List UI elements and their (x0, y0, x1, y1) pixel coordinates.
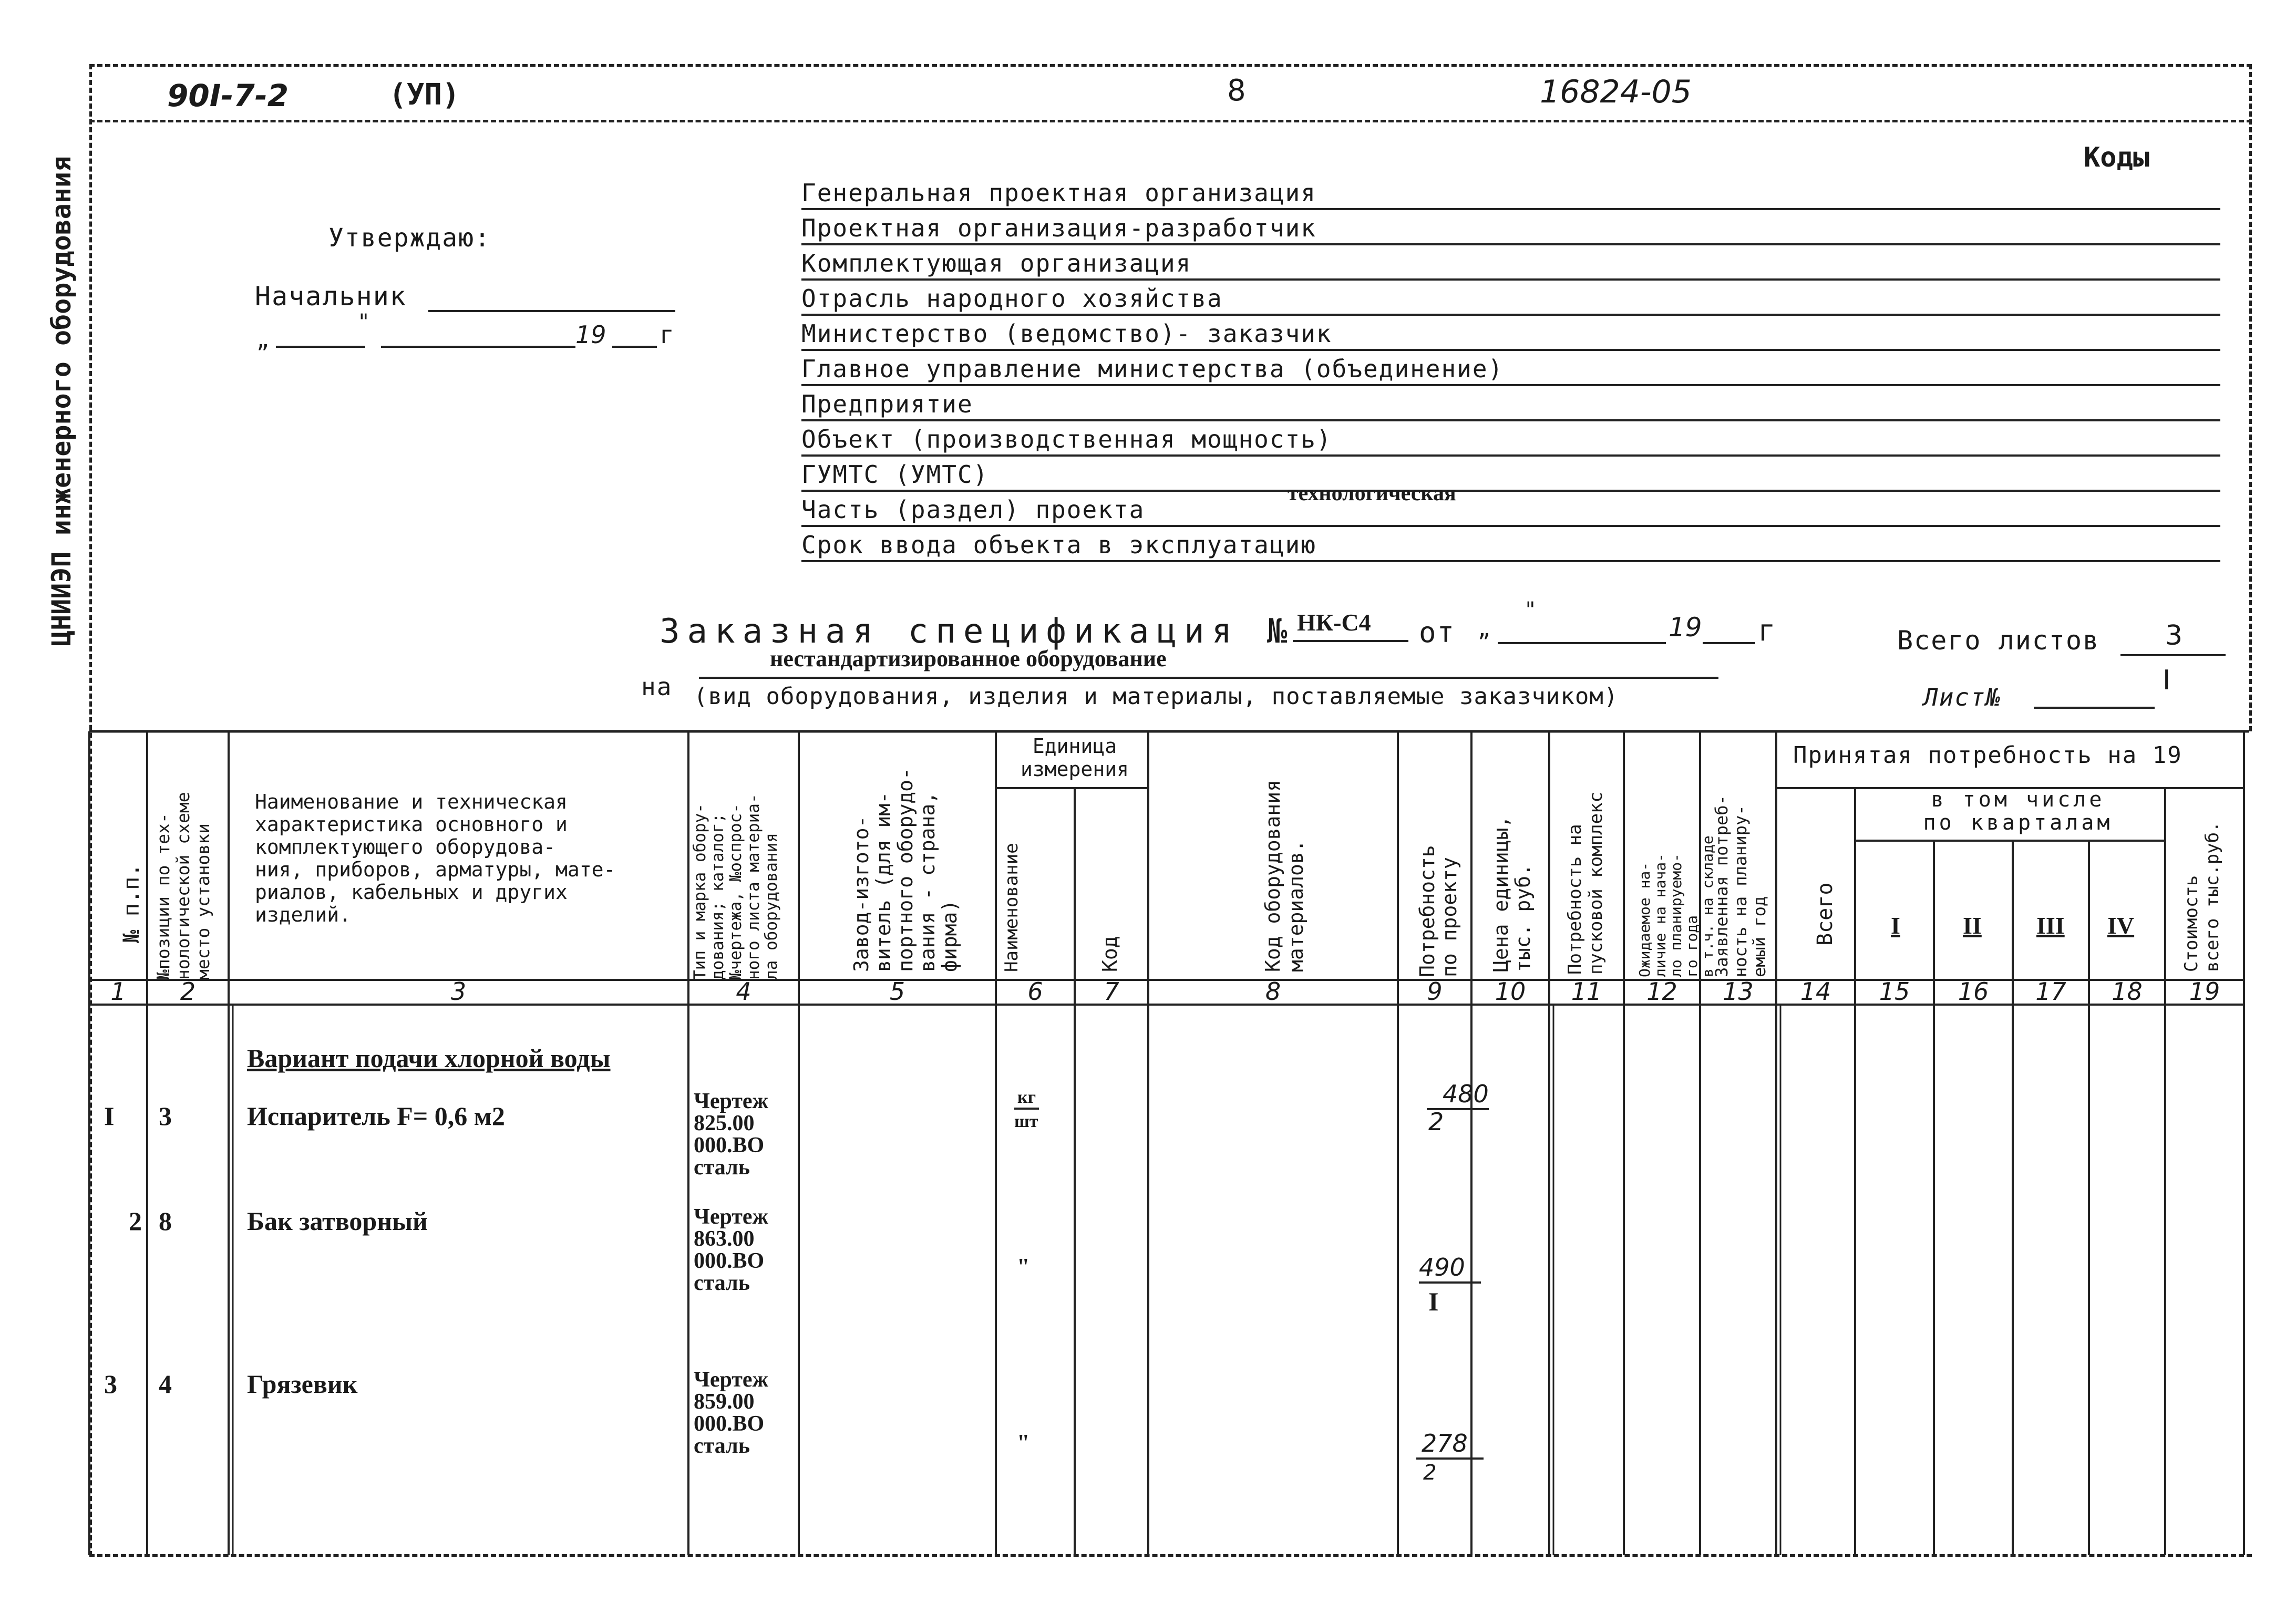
row2-type-4: сталь (694, 1271, 750, 1295)
field-label: ГУМТС (УМТС) (801, 460, 989, 489)
header-c15: I (1891, 912, 1900, 939)
album-part: (УП) (389, 78, 460, 112)
page-number: 8 (1227, 74, 1246, 108)
column-number: 12 (1646, 977, 1677, 1006)
field-label: Объект (производственная мощность) (801, 425, 1332, 453)
header-c1: № п.п. (118, 863, 144, 943)
field-label: Отрасль народного хозяйства (801, 284, 1223, 313)
header-c9: Потребность по проекту (1416, 845, 1461, 977)
row1-type-4: сталь (694, 1155, 750, 1180)
header-c6: Наименование (1001, 843, 1022, 972)
row3-type-2: 859.00 (694, 1390, 755, 1414)
spec-from: от (1419, 616, 1456, 649)
approve-title: Утверждаю: (328, 223, 491, 253)
column-number: 7 (1104, 977, 1119, 1006)
row3-no: 3 (104, 1369, 117, 1399)
header-c2: №позиции по тех- нологической схеме место установки (153, 792, 213, 980)
row3-type-3: 000.ВО (694, 1412, 765, 1436)
sheet-value: I (2163, 665, 2171, 696)
row2-name: Бак затворный (247, 1206, 428, 1236)
row1-qty-top: 480 (1427, 1080, 1489, 1110)
row3-qty-bottom: 2 (1423, 1461, 1437, 1485)
header-c4: Тип и марка обору- дования; каталог; №чертежа, №оспрос- ного листа материа- ла оборудования (691, 793, 781, 980)
field-label: Срок ввода объекта в эксплуатацию (801, 531, 1316, 559)
field-label: Министерство (ведомство)- заказчик (801, 319, 1332, 348)
approve-chief: Начальник (255, 281, 407, 312)
row2-type-3: 000.ВО (694, 1249, 765, 1273)
header-c8: Код оборудования материалов. (1261, 779, 1307, 972)
field-label: Проектная организация-разработчик (801, 214, 1316, 242)
spec-title: Заказная спецификация № (660, 612, 1295, 651)
header-c13: Заявленная потреб- ность на планиру- емый год (1712, 795, 1769, 977)
field-label: Часть (раздел) проекта (801, 495, 1145, 524)
header-c3: Наименование и техническая характеристика основного и комплектующего оборудова- ния, приборов, арматуры, мате- риалов, кабельных и других изделий. (255, 790, 616, 926)
approve-quote-close: " (357, 310, 370, 334)
row3-qty-top: 278 (1416, 1429, 1484, 1460)
field-label: Главное управление министерства (объединение) (801, 355, 1504, 383)
spec-kind-caption: (вид оборудования, изделия и материалы, поставляемые заказчиком) (694, 683, 1619, 710)
column-number: 11 (1571, 977, 1602, 1006)
row1-qty-bottom: 2 (1428, 1108, 1444, 1136)
header-c5: Завод-изгото- витель (для им- портного оборудо- вания - страна, фирма) (850, 768, 961, 972)
spec-quote-close: " (1524, 598, 1537, 622)
codes-label: Коды (2084, 142, 2150, 173)
header-accepted: Принятая потребность на 19 (1793, 742, 2182, 769)
approve-year-suffix: г (660, 320, 675, 349)
column-number: 15 (1879, 977, 1910, 1006)
row2-no: 2 (129, 1206, 142, 1236)
row1-unit-bottom: шт (1014, 1112, 1038, 1131)
approve-year: 19 (575, 320, 606, 349)
row1-name: Испаритель F= 0,6 м2 (247, 1101, 505, 1131)
field-value: технологическая (1288, 481, 1456, 505)
header-c14: Всего (1813, 882, 1837, 946)
header-c12: Ожидаемое на- личие на нача- ло планируемо- го года в т.ч. на складе (1636, 835, 1716, 977)
row3-name: Грязевик (247, 1369, 358, 1399)
row2-type-1: Чертеж (694, 1205, 768, 1229)
spec-year-suffix: г (1758, 614, 1777, 648)
row3-type-4: сталь (694, 1434, 750, 1458)
header-unit: Единица измерения (1021, 735, 1129, 781)
row2-pos: 8 (159, 1206, 172, 1236)
approve-quote-open: „ (256, 328, 270, 353)
column-number: 14 (1800, 977, 1831, 1006)
header-c19: Стоимость всего тыс.руб. (2181, 821, 2223, 972)
spec-quote-open: „ (1478, 617, 1491, 642)
column-number: 6 (1027, 977, 1043, 1006)
header-c10: Цена единицы, тыс. руб. (1489, 815, 1535, 972)
row3-type-1: Чертеж (694, 1368, 768, 1392)
column-number: 13 (1723, 977, 1754, 1006)
column-number: 2 (180, 977, 196, 1006)
spec-year: 19 (1669, 612, 1702, 643)
header-c18: IV (2107, 912, 2135, 939)
sheet-label: Лист№ (1923, 683, 2002, 711)
row3-pos: 4 (159, 1369, 172, 1399)
column-number: 17 (2035, 977, 2066, 1006)
spec-number: НК-С4 (1297, 609, 1371, 636)
column-number: 18 (2112, 977, 2143, 1006)
column-number: 5 (889, 977, 905, 1006)
field-label: Предприятие (801, 390, 973, 418)
section-title: Вариант подачи хлорной воды (247, 1043, 611, 1073)
row1-unit-top: кг (1014, 1088, 1039, 1110)
column-number: 4 (736, 977, 751, 1006)
header-c17: III (2036, 912, 2065, 939)
row2-type-2: 863.00 (694, 1227, 755, 1251)
column-number: 3 (450, 977, 467, 1006)
spec-kind: нестандартизированное оборудование (770, 646, 1167, 671)
header-quarters: в том числе по кварталам (1923, 788, 2113, 835)
column-number: 19 (2189, 977, 2220, 1006)
column-number: 9 (1427, 977, 1443, 1006)
row1-pos: 3 (159, 1101, 172, 1131)
side-label: ЦНИИЭП инженерного оборудования (46, 156, 77, 646)
column-number: 1 (110, 977, 126, 1006)
document-number: 16824-05 (1540, 74, 1692, 110)
row1-type-3: 000.ВО (694, 1133, 765, 1157)
column-number: 10 (1495, 977, 1526, 1006)
field-label: Генеральная проектная организация (801, 179, 1316, 207)
row2-qty-bottom: I (1428, 1287, 1439, 1316)
header-c7: Код (1098, 936, 1121, 972)
series-number: 90I-7-2 (167, 78, 289, 113)
header-c11: Потребность на пусковой комплекс (1564, 792, 1607, 975)
row1-type-1: Чертеж (694, 1089, 768, 1113)
column-number: 16 (1958, 977, 1989, 1006)
row2-unit-mark: " (1017, 1254, 1030, 1279)
row1-no: I (104, 1101, 115, 1131)
total-sheets-value: 3 (2165, 620, 2183, 652)
row2-qty-top: 490 (1419, 1253, 1481, 1284)
row3-unit-mark: " (1017, 1430, 1030, 1455)
header-c16: II (1963, 912, 1982, 939)
spec-na: на (641, 673, 673, 701)
row1-type-2: 825.00 (694, 1111, 755, 1135)
total-sheets-label: Всего листов (1897, 625, 2100, 656)
field-label: Комплектующая организация (801, 249, 1192, 277)
column-number: 8 (1265, 977, 1281, 1006)
